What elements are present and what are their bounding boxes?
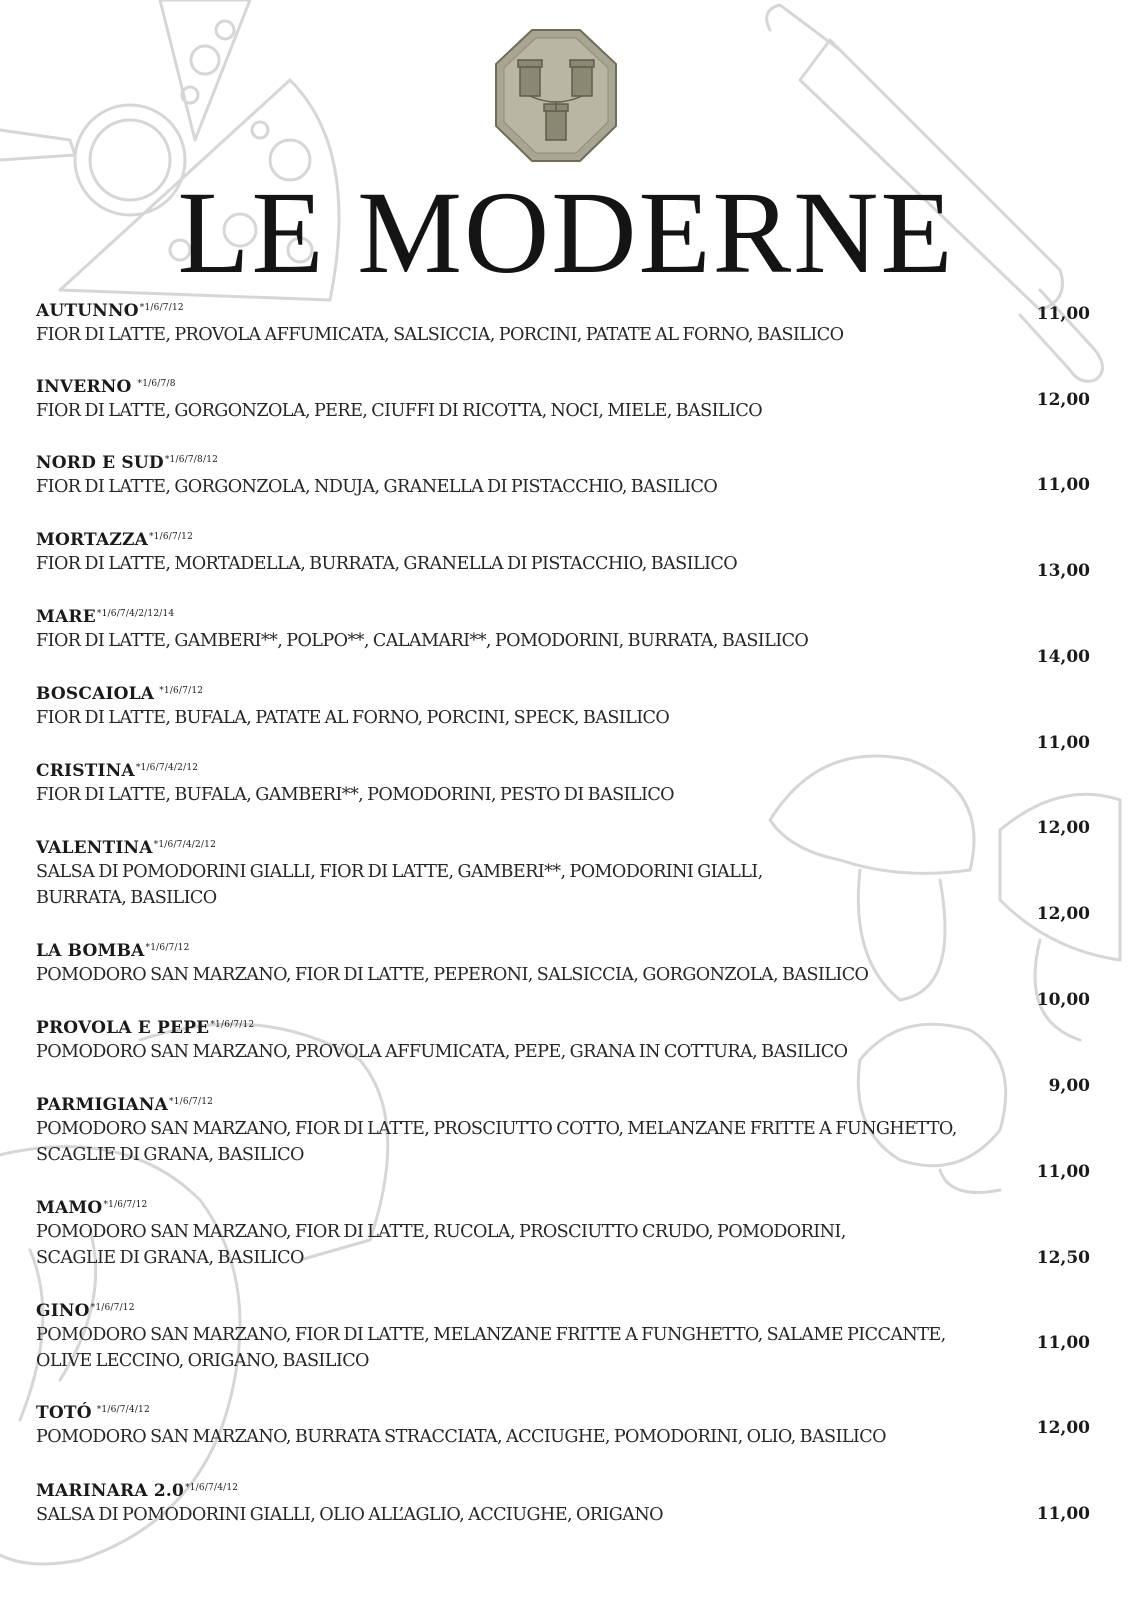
item-ingredients: FIOR DI LATTE, PROVOLA AFFUMICATA, SALSICCIA, PORCINI, PATATE AL FORNO, BASILICO (36, 325, 844, 345)
item-ingredients: SALSA DI POMODORINI GIALLI, OLIO ALL’AGLIO, ACCIUGHE, ORIGANO (36, 1505, 663, 1525)
menu-item (36, 1094, 1036, 1168)
item-name: MARE (36, 607, 96, 627)
item-allergens: *1/6/7/12 (148, 532, 194, 542)
menu-item (36, 1300, 1036, 1374)
item-name: MORTAZZA (36, 530, 148, 550)
item-ingredients: POMODORO SAN MARZANO, FIOR DI LATTE, RUCOLA, PROSCIUTTO CRUDO, POMODORINI, SCAGLIE DI GRANA, BASILICO (36, 1222, 846, 1268)
item-price: 11,00 (1036, 475, 1090, 495)
item-allergens: *1/6/7/4/2/12/14 (96, 609, 175, 619)
item-allergens: *1/6/7/12 (103, 1200, 148, 1210)
item-allergens: *1/6/7/12 (169, 1097, 214, 1107)
item-name: PARMIGIANA (36, 1095, 169, 1115)
item-price: 12,50 (1036, 1248, 1090, 1268)
item-ingredients: FIOR DI LATTE, BUFALA, PATATE AL FORNO, PORCINI, SPECK, BASILICO (36, 708, 670, 728)
item-allergens: *1/6/7/8/12 (164, 455, 219, 465)
menu-item (36, 300, 1036, 348)
menu-item (36, 376, 1036, 424)
menu-item (36, 760, 1036, 808)
item-allergens: *1/6/7/8 (137, 379, 176, 389)
menu-item (36, 837, 1036, 911)
item-allergens: *1/6/7/4/2/12 (153, 840, 216, 850)
menu-item (36, 452, 1036, 500)
item-allergens: *1/6/7/4/2/12 (135, 763, 199, 773)
item-name: BOSCAIOLA (36, 684, 155, 704)
item-allergens: *1/6/7/12 (90, 1303, 135, 1313)
item-name: PROVOLA E PEPE (36, 1018, 210, 1038)
item-ingredients: FIOR DI LATTE, BUFALA, GAMBERI**, POMODORINI, PESTO DI BASILICO (36, 785, 675, 805)
item-ingredients: POMODORO SAN MARZANO, FIOR DI LATTE, MELANZANE FRITTE A FUNGHETTO, SALAME PICCANTE, OLIVE LECCINO, ORIGANO, BASILICO (36, 1325, 946, 1371)
item-price: 12,00 (1036, 390, 1090, 410)
menu-item (36, 529, 1036, 577)
item-name: VALENTINA (36, 838, 153, 858)
item-price: 12,00 (1036, 1418, 1090, 1438)
item-name: GINO (36, 1301, 90, 1321)
item-price: 11,00 (1036, 733, 1090, 753)
item-allergens: *1/6/7/4/12 (96, 1405, 150, 1415)
item-price: 11,00 (1036, 1162, 1090, 1182)
restaurant-seal-logo (494, 28, 618, 163)
item-name: MAMO (36, 1198, 103, 1218)
item-ingredients: FIOR DI LATTE, GAMBERI**, POLPO**, CALAMARI**, POMODORINI, BURRATA, BASILICO (36, 631, 809, 651)
item-allergens: *1/6/7/12 (159, 686, 204, 696)
item-price: 12,00 (1036, 904, 1090, 924)
menu-item (36, 606, 1036, 654)
item-name: INVERNO (36, 377, 132, 397)
item-allergens: *1/6/7/12 (210, 1020, 255, 1030)
item-name: LA BOMBA (36, 941, 145, 961)
item-name: MARINARA 2.0 (36, 1481, 185, 1501)
item-name: NORD E SUD (36, 453, 164, 473)
item-ingredients: SALSA DI POMODORINI GIALLI, FIOR DI LATTE, GAMBERI**, POMODORINI GIALLI, BURRATA, BASILICO (36, 862, 763, 908)
item-ingredients: POMODORO SAN MARZANO, FIOR DI LATTE, PEPERONI, SALSICCIA, GORGONZOLA, BASILICO (36, 965, 869, 985)
item-allergens: *1/6/7/12 (145, 943, 190, 953)
item-ingredients: FIOR DI LATTE, GORGONZOLA, PERE, CIUFFI DI RICOTTA, NOCI, MIELE, BASILICO (36, 401, 763, 421)
menu-title: LE MODERNE (177, 167, 955, 298)
item-ingredients: FIOR DI LATTE, MORTADELLA, BURRATA, GRANELLA DI PISTACCHIO, BASILICO (36, 554, 738, 574)
item-name: TOTÓ (36, 1403, 92, 1423)
item-price: 12,00 (1036, 818, 1090, 838)
item-ingredients: FIOR DI LATTE, GORGONZOLA, NDUJA, GRANELLA DI PISTACCHIO, BASILICO (36, 477, 718, 497)
item-name: CRISTINA (36, 761, 135, 781)
menu-item (36, 1402, 1036, 1450)
item-allergens: *1/6/7/12 (139, 303, 184, 313)
menu-item (36, 683, 1036, 731)
menu-item (36, 1480, 1036, 1528)
item-price: 11,00 (1036, 304, 1090, 324)
item-allergens: *1/6/7/4/12 (185, 1483, 239, 1493)
item-ingredients: POMODORO SAN MARZANO, BURRATA STRACCIATA, ACCIUGHE, POMODORINI, OLIO, BASILICO (36, 1427, 886, 1447)
menu-item (36, 1017, 1036, 1065)
item-price: 10,00 (1036, 990, 1090, 1010)
item-price: 11,00 (1036, 1333, 1090, 1353)
item-ingredients: POMODORO SAN MARZANO, FIOR DI LATTE, PROSCIUTTO COTTO, MELANZANE FRITTE A FUNGHETTO, SCAGLIE DI GRANA, BASILICO (36, 1119, 957, 1165)
item-price: 14,00 (1036, 647, 1090, 667)
menu-item (36, 940, 1036, 988)
item-price: 13,00 (1036, 561, 1090, 581)
item-price: 11,00 (1036, 1504, 1090, 1524)
menu-item (36, 1197, 1036, 1271)
item-price: 9,00 (1048, 1076, 1090, 1096)
item-name: AUTUNNO (36, 301, 139, 321)
item-ingredients: POMODORO SAN MARZANO, PROVOLA AFFUMICATA, PEPE, GRANA IN COTTURA, BASILICO (36, 1042, 848, 1062)
